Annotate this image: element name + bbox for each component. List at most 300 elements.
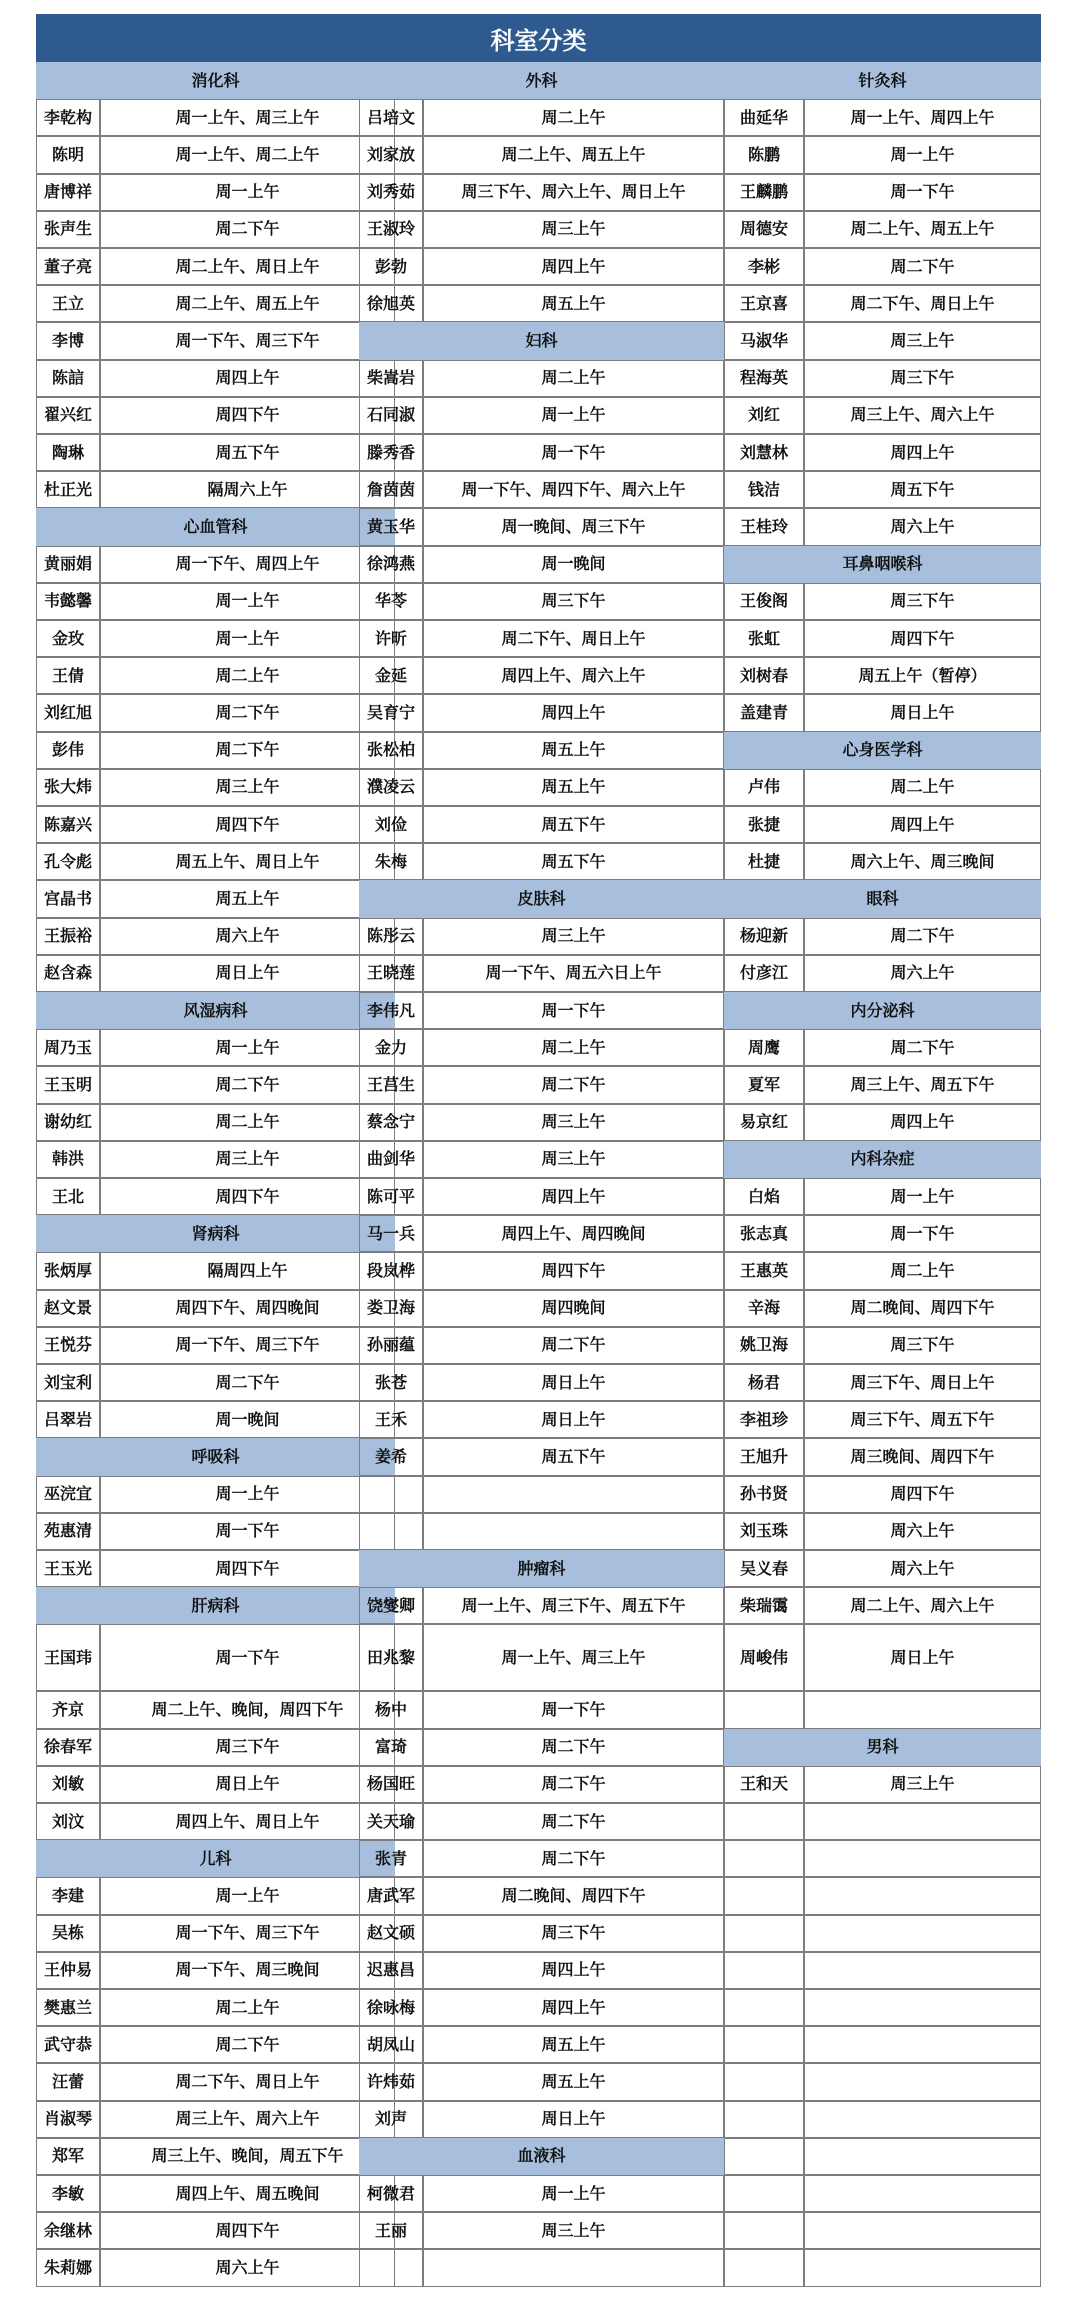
clinic-time: 周三上午: [100, 769, 395, 806]
clinic-time: 周日上午: [100, 955, 395, 992]
doctor-name: 金玫: [36, 620, 100, 657]
doctor-name: 石同淑: [359, 397, 423, 434]
empty-cell: [804, 1989, 1041, 2026]
clinic-time: 周三下午、周日上午: [804, 1364, 1041, 1401]
doctor-name: 彭伟: [36, 732, 100, 769]
doctor-name: 王倩: [36, 657, 100, 694]
empty-cell: [804, 2138, 1041, 2175]
doctor-name: 刘红: [724, 397, 804, 434]
doctor-name: 徐咏梅: [359, 1989, 423, 2026]
doctor-name: 王禾: [359, 1401, 423, 1438]
doctor-name: 滕秀香: [359, 434, 423, 471]
clinic-time: 周二下午: [423, 1840, 724, 1877]
clinic-time: 周一下午、周五六日上午: [423, 955, 724, 992]
doctor-name: 刘玉珠: [724, 1513, 804, 1550]
clinic-time: 周四上午: [804, 806, 1041, 843]
doctor-name: 吴育宁: [359, 694, 423, 731]
doctor-name: 王桂玲: [724, 508, 804, 545]
clinic-time: 周三上午: [804, 1766, 1041, 1803]
clinic-time: 周二下午: [100, 1066, 395, 1103]
clinic-time: 周一上午: [804, 1178, 1041, 1215]
empty-cell: [724, 2249, 804, 2286]
doctor-name: 刘声: [359, 2101, 423, 2138]
clinic-time: 周二晚间、周四下午: [423, 1877, 724, 1914]
doctor-name: 曲延华: [724, 99, 804, 136]
clinic-time: 周一上午: [100, 174, 395, 211]
doctor-name: 吕翠岩: [36, 1401, 100, 1438]
doctor-name: 王旭升: [724, 1438, 804, 1475]
clinic-time: 周一上午、周四上午: [804, 99, 1041, 136]
doctor-name: 王晓莲: [359, 955, 423, 992]
clinic-time: 周四下午: [100, 2212, 395, 2249]
doctor-name: 吴义春: [724, 1550, 804, 1587]
clinic-time: 周五下午: [804, 471, 1041, 508]
clinic-time: 周二上午: [423, 1029, 724, 1066]
clinic-time: 周一下午: [100, 1513, 395, 1550]
doctor-name: 王麟鹏: [724, 174, 804, 211]
doctor-name: 李乾构: [36, 99, 100, 136]
doctor-name: 张大炜: [36, 769, 100, 806]
doctor-name: 刘慧林: [724, 434, 804, 471]
doctor-name: 孔令彪: [36, 843, 100, 880]
clinic-time: 周四上午: [423, 1952, 724, 1989]
doctor-name: 黄丽娟: [36, 546, 100, 583]
empty-cell: [724, 2026, 804, 2063]
doctor-name: 濮凌云: [359, 769, 423, 806]
clinic-time: 周一上午: [100, 583, 395, 620]
doctor-name: 华苓: [359, 583, 423, 620]
doctor-name: 苑惠清: [36, 1513, 100, 1550]
clinic-time: 周三上午: [804, 322, 1041, 359]
doctor-name: 饶燮卿: [359, 1587, 423, 1624]
doctor-name: 王北: [36, 1178, 100, 1215]
empty-cell: [423, 2249, 724, 2286]
clinic-time: 周五上午、周日上午: [100, 843, 395, 880]
doctor-name: 余继林: [36, 2212, 100, 2249]
clinic-time: 周一上午、周二上午: [100, 136, 395, 173]
empty-cell: [724, 2175, 804, 2212]
clinic-time: 周四上午: [423, 1989, 724, 2026]
doctor-name: 王惠英: [724, 1252, 804, 1289]
clinic-time: 周五上午: [423, 769, 724, 806]
doctor-name: 汪蕾: [36, 2063, 100, 2100]
doctor-name: 李敏: [36, 2175, 100, 2212]
doctor-name: 韩洪: [36, 1141, 100, 1178]
clinic-time: 周日上午: [100, 1766, 395, 1803]
clinic-time: 周四上午、周六上午: [423, 657, 724, 694]
section-header: 皮肤科: [359, 880, 724, 917]
empty-cell: [804, 2063, 1041, 2100]
empty-cell: [423, 1513, 724, 1550]
clinic-time: 周一上午: [100, 1029, 395, 1066]
empty-cell: [724, 1952, 804, 1989]
doctor-name: 盖建青: [724, 694, 804, 731]
doctor-name: 杜捷: [724, 843, 804, 880]
clinic-time: 周日上午: [423, 1364, 724, 1401]
doctor-name: 辛海: [724, 1290, 804, 1327]
empty-cell: [804, 2026, 1041, 2063]
doctor-name: 钱洁: [724, 471, 804, 508]
clinic-time: 周三下午、周五下午: [804, 1401, 1041, 1438]
clinic-time: 周日上午: [804, 694, 1041, 731]
clinic-time: 周二上午、周六上午: [804, 1587, 1041, 1624]
doctor-name: 陈明: [36, 136, 100, 173]
empty-cell: [804, 2175, 1041, 2212]
clinic-time: 周五上午: [423, 285, 724, 322]
section-header: 耳鼻咽喉科: [724, 546, 1041, 583]
doctor-name: 刘树春: [724, 657, 804, 694]
doctor-name: 赵文景: [36, 1290, 100, 1327]
section-header: 风湿病科: [36, 992, 395, 1029]
clinic-time: 周二上午、周五上午: [100, 285, 395, 322]
doctor-name: 胡凤山: [359, 2026, 423, 2063]
section-header: 血液科: [359, 2138, 724, 2175]
clinic-time: 周一上午、周三上午: [423, 1624, 724, 1691]
doctor-name: 白焰: [724, 1178, 804, 1215]
doctor-name: 娄卫海: [359, 1290, 423, 1327]
clinic-time: 周一上午: [423, 2175, 724, 2212]
doctor-name: 徐鸿燕: [359, 546, 423, 583]
section-header: 心身医学科: [724, 732, 1041, 769]
doctor-name: 吕培文: [359, 99, 423, 136]
section-header: 外科: [359, 62, 724, 99]
doctor-name: 许昕: [359, 620, 423, 657]
clinic-time: 周一上午: [100, 1877, 395, 1914]
clinic-time: 周二下午: [804, 1029, 1041, 1066]
clinic-time: 周三上午、周六上午: [804, 397, 1041, 434]
clinic-time: 周二下午: [100, 694, 395, 731]
doctor-name: 王莒生: [359, 1066, 423, 1103]
clinic-time: 周三上午: [423, 918, 724, 955]
doctor-name: 杜正光: [36, 471, 100, 508]
doctor-name: 韦懿馨: [36, 583, 100, 620]
clinic-time: 周三下午: [100, 1729, 395, 1766]
clinic-time: 周二上午: [423, 360, 724, 397]
section-header: 妇科: [359, 322, 724, 359]
clinic-time: 周一下午、周四上午: [100, 546, 395, 583]
doctor-name: 张虹: [724, 620, 804, 657]
clinic-time: 周三上午: [423, 2212, 724, 2249]
doctor-name: 董子亮: [36, 248, 100, 285]
doctor-name: 王悦芬: [36, 1327, 100, 1364]
clinic-time: 周二下午: [423, 1066, 724, 1103]
doctor-name: 段岚桦: [359, 1252, 423, 1289]
clinic-time: 周日上午: [423, 2101, 724, 2138]
doctor-name: 张声生: [36, 211, 100, 248]
clinic-time: 周五下午: [423, 806, 724, 843]
clinic-time: 周一下午、周三下午: [100, 1915, 395, 1952]
doctor-name: 陶琳: [36, 434, 100, 471]
section-header: 肝病科: [36, 1587, 395, 1624]
section-header: 肾病科: [36, 1215, 395, 1252]
doctor-name: 黄玉华: [359, 508, 423, 545]
clinic-time: 周六上午、周三晚间: [804, 843, 1041, 880]
clinic-time: 周四上午、周五晚间: [100, 2175, 395, 2212]
clinic-time: 周四下午: [423, 1252, 724, 1289]
section-header: 消化科: [36, 62, 395, 99]
doctor-name: 周乃玉: [36, 1029, 100, 1066]
clinic-time: 周一上午: [100, 1476, 395, 1513]
empty-cell: [724, 1803, 804, 1840]
clinic-time: 周三上午、晚间，周五下午: [100, 2138, 395, 2175]
doctor-name: 王仲易: [36, 1952, 100, 1989]
doctor-name: 柴嵩岩: [359, 360, 423, 397]
clinic-time: 周二晚间、周四下午: [804, 1290, 1041, 1327]
clinic-time: 周一上午: [423, 397, 724, 434]
clinic-time: 周四下午: [804, 620, 1041, 657]
empty-cell: [804, 2101, 1041, 2138]
page-title: 科室分类: [36, 14, 1041, 62]
doctor-name: 朱梅: [359, 843, 423, 880]
clinic-time: 周二下午: [423, 1766, 724, 1803]
clinic-time: 周一上午: [804, 136, 1041, 173]
clinic-time: 周四下午: [100, 1550, 395, 1587]
empty-cell: [724, 2101, 804, 2138]
section-header: 内分泌科: [724, 992, 1041, 1029]
clinic-time: 周二上午: [100, 1989, 395, 2026]
doctor-name: 徐春军: [36, 1729, 100, 1766]
clinic-time: 周三上午: [100, 1141, 395, 1178]
clinic-time: 周一下午、周四下午、周六上午: [423, 471, 724, 508]
doctor-name: 陈可平: [359, 1178, 423, 1215]
empty-cell: [804, 1691, 1041, 1728]
clinic-time: 周二下午: [804, 248, 1041, 285]
clinic-time: 周一上午、周三上午: [100, 99, 395, 136]
doctor-name: 张捷: [724, 806, 804, 843]
clinic-time: 周三下午: [423, 583, 724, 620]
clinic-time: 周一下午: [423, 1691, 724, 1728]
doctor-name: 刘俭: [359, 806, 423, 843]
clinic-time: 周二上午: [804, 1252, 1041, 1289]
doctor-name: 马淑华: [724, 322, 804, 359]
doctor-name: 徐旭英: [359, 285, 423, 322]
empty-cell: [804, 2249, 1041, 2286]
clinic-time: 周二下午: [423, 1327, 724, 1364]
doctor-name: 唐博祥: [36, 174, 100, 211]
doctor-name: 杨国旺: [359, 1766, 423, 1803]
doctor-name: 杨君: [724, 1364, 804, 1401]
doctor-name: 刘家放: [359, 136, 423, 173]
doctor-name: 王振裕: [36, 918, 100, 955]
clinic-time: 周四上午: [100, 360, 395, 397]
clinic-time: 周五上午（暂停）: [804, 657, 1041, 694]
clinic-time: 隔周四上午: [100, 1252, 395, 1289]
section-header: 儿科: [36, 1840, 395, 1877]
clinic-time: 周二上午、周日上午: [100, 248, 395, 285]
clinic-time: 周六上午: [100, 2249, 395, 2286]
empty-cell: [724, 2138, 804, 2175]
empty-cell: [724, 1691, 804, 1728]
clinic-time: 周三上午: [423, 211, 724, 248]
section-header: 心血管科: [36, 508, 395, 545]
doctor-name: 刘秀茹: [359, 174, 423, 211]
clinic-time: 周三下午: [804, 1327, 1041, 1364]
clinic-time: 周三下午: [804, 583, 1041, 620]
clinic-time: 周四下午、周四晚间: [100, 1290, 395, 1327]
doctor-name: 李博: [36, 322, 100, 359]
clinic-time: 周六上午: [804, 1513, 1041, 1550]
doctor-name: 宫晶书: [36, 880, 100, 917]
doctor-name: 关天瑜: [359, 1803, 423, 1840]
clinic-time: 周二下午: [423, 1729, 724, 1766]
clinic-time: 周一下午: [100, 1624, 395, 1691]
doctor-name: 柴瑞霭: [724, 1587, 804, 1624]
doctor-name: 周德安: [724, 211, 804, 248]
clinic-time: 周一下午、周三晚间: [100, 1952, 395, 1989]
clinic-time: 周三晚间、周四下午: [804, 1438, 1041, 1475]
doctor-name: 王丽: [359, 2212, 423, 2249]
clinic-time: 周一下午: [804, 1215, 1041, 1252]
doctor-name: 李伟凡: [359, 992, 423, 1029]
clinic-time: 周一上午: [100, 620, 395, 657]
doctor-name: 迟惠昌: [359, 1952, 423, 1989]
clinic-time: 周三下午: [423, 1915, 724, 1952]
doctor-name: 付彦江: [724, 955, 804, 992]
empty-cell: [423, 1476, 724, 1513]
doctor-name: 翟兴红: [36, 397, 100, 434]
doctor-name: 易京红: [724, 1104, 804, 1141]
doctor-name: 周峻伟: [724, 1624, 804, 1691]
clinic-time: 周四上午: [423, 694, 724, 731]
doctor-name: 曲剑华: [359, 1141, 423, 1178]
clinic-time: 周二下午、周日上午: [423, 620, 724, 657]
clinic-time: 周五上午: [423, 732, 724, 769]
clinic-time: 周二上午、周五上午: [804, 211, 1041, 248]
empty-cell: [359, 2249, 423, 2286]
doctor-name: 武守恭: [36, 2026, 100, 2063]
doctor-name: 金延: [359, 657, 423, 694]
doctor-name: 柯微君: [359, 2175, 423, 2212]
clinic-time: 周二下午、周日上午: [100, 2063, 395, 2100]
empty-cell: [724, 1915, 804, 1952]
section-header: 肿瘤科: [359, 1550, 724, 1587]
doctor-name: 张志真: [724, 1215, 804, 1252]
clinic-time: 周四晚间: [423, 1290, 724, 1327]
section-header: 呼吸科: [36, 1438, 395, 1475]
doctor-name: 齐京: [36, 1691, 100, 1728]
clinic-time: 周五下午: [423, 843, 724, 880]
doctor-name: 夏军: [724, 1066, 804, 1103]
clinic-time: 周一上午、周三下午、周五下午: [423, 1587, 724, 1624]
doctor-name: 陈彤云: [359, 918, 423, 955]
doctor-name: 王立: [36, 285, 100, 322]
doctor-name: 张青: [359, 1840, 423, 1877]
clinic-time: 周六上午: [804, 955, 1041, 992]
section-header: 内科杂症: [724, 1141, 1041, 1178]
clinic-time: 周五下午: [100, 434, 395, 471]
doctor-name: 姜希: [359, 1438, 423, 1475]
clinic-time: 周二下午: [100, 2026, 395, 2063]
clinic-time: 周四上午、周日上午: [100, 1803, 395, 1840]
clinic-time: 周日上午: [423, 1401, 724, 1438]
doctor-name: 周鹰: [724, 1029, 804, 1066]
empty-cell: [804, 1915, 1041, 1952]
clinic-time: 周一晚间、周三下午: [423, 508, 724, 545]
clinic-time: 周二下午: [804, 918, 1041, 955]
clinic-time: 周二下午: [100, 1364, 395, 1401]
empty-cell: [724, 2212, 804, 2249]
doctor-name: 富琦: [359, 1729, 423, 1766]
doctor-name: 张炳厚: [36, 1252, 100, 1289]
clinic-time: 周四下午: [100, 806, 395, 843]
doctor-name: 杨中: [359, 1691, 423, 1728]
doctor-name: 蔡念宁: [359, 1104, 423, 1141]
empty-cell: [724, 2063, 804, 2100]
empty-cell: [724, 1989, 804, 2026]
clinic-time: 隔周六上午: [100, 471, 395, 508]
clinic-time: 周二上午: [804, 769, 1041, 806]
clinic-time: 周四上午: [423, 248, 724, 285]
empty-cell: [804, 1952, 1041, 1989]
clinic-time: 周一晚间: [100, 1401, 395, 1438]
clinic-time: 周三上午、周五下午: [804, 1066, 1041, 1103]
doctor-name: 王和天: [724, 1766, 804, 1803]
clinic-time: 周二上午: [100, 657, 395, 694]
doctor-name: 朱莉娜: [36, 2249, 100, 2286]
section-header: 针灸科: [724, 62, 1041, 99]
doctor-name: 王京喜: [724, 285, 804, 322]
empty-cell: [359, 1513, 423, 1550]
doctor-name: 陈鹏: [724, 136, 804, 173]
clinic-time: 周二下午、周日上午: [804, 285, 1041, 322]
clinic-time: 周四上午: [423, 1178, 724, 1215]
clinic-time: 周二上午: [100, 1104, 395, 1141]
section-header: 男科: [724, 1729, 1041, 1766]
doctor-name: 程海英: [724, 360, 804, 397]
doctor-name: 许炜茹: [359, 2063, 423, 2100]
doctor-name: 田兆黎: [359, 1624, 423, 1691]
doctor-name: 詹茵茵: [359, 471, 423, 508]
clinic-time: 周二下午: [423, 1803, 724, 1840]
empty-cell: [804, 1803, 1041, 1840]
doctor-name: 姚卫海: [724, 1327, 804, 1364]
doctor-name: 王玉光: [36, 1550, 100, 1587]
clinic-time: 周六上午: [804, 508, 1041, 545]
clinic-time: 周四下午: [100, 1178, 395, 1215]
doctor-name: 马一兵: [359, 1215, 423, 1252]
doctor-name: 金力: [359, 1029, 423, 1066]
clinic-time: 周四上午: [804, 434, 1041, 471]
section-header: 眼科: [724, 880, 1041, 917]
clinic-time: 周三上午: [423, 1104, 724, 1141]
doctor-name: 唐武军: [359, 1877, 423, 1914]
doctor-name: 王淑玲: [359, 211, 423, 248]
doctor-name: 赵文硕: [359, 1915, 423, 1952]
clinic-time: 周二上午、周五上午: [423, 136, 724, 173]
clinic-time: 周三下午、周六上午、周日上午: [423, 174, 724, 211]
clinic-time: 周二下午: [100, 732, 395, 769]
clinic-time: 周一下午: [423, 434, 724, 471]
clinic-time: 周三上午、周六上午: [100, 2101, 395, 2138]
clinic-time: 周六上午: [100, 918, 395, 955]
empty-cell: [724, 1877, 804, 1914]
doctor-name: 卢伟: [724, 769, 804, 806]
doctor-name: 郑军: [36, 2138, 100, 2175]
clinic-time: 周四下午: [100, 397, 395, 434]
doctor-name: 李祖珍: [724, 1401, 804, 1438]
doctor-name: 彭勃: [359, 248, 423, 285]
doctor-name: 杨迎新: [724, 918, 804, 955]
clinic-time: 周一下午: [804, 174, 1041, 211]
clinic-time: 周四上午、周四晚间: [423, 1215, 724, 1252]
clinic-time: 周三下午: [804, 360, 1041, 397]
clinic-time: 周一下午: [423, 992, 724, 1029]
doctor-name: 张苍: [359, 1364, 423, 1401]
clinic-time: 周五上午: [423, 2063, 724, 2100]
doctor-name: 赵含森: [36, 955, 100, 992]
clinic-time: 周日上午: [804, 1624, 1041, 1691]
clinic-time: 周五上午: [423, 2026, 724, 2063]
